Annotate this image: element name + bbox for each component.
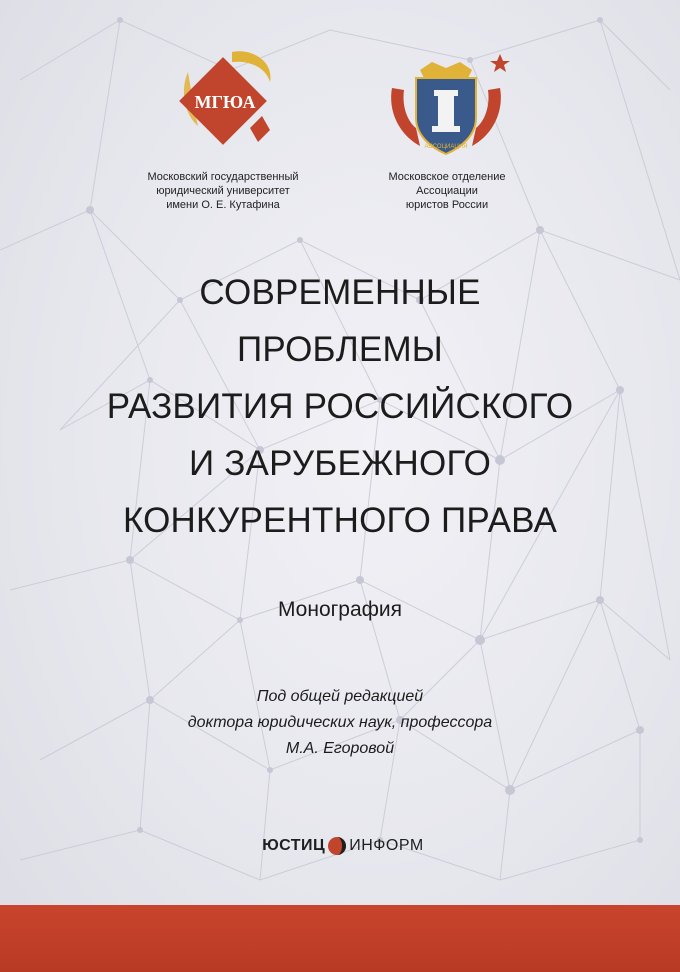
title-line: СОВРЕМЕННЫЕ bbox=[199, 273, 481, 312]
title-line: ПРОБЛЕМЫ bbox=[237, 330, 443, 369]
emblem-text: АССОЦИАЦИЯ bbox=[424, 144, 468, 150]
book-title bbox=[40, 264, 640, 549]
bottom-red-band bbox=[0, 905, 680, 972]
title-line: РАЗВИТИЯ РОССИЙСКОГО bbox=[106, 387, 574, 426]
editor-line: доктора юридических наук, профессора bbox=[187, 714, 493, 731]
editor-credit bbox=[80, 684, 600, 762]
association-name bbox=[352, 170, 542, 212]
university-line: имени О. Е. Кутафина bbox=[166, 199, 280, 211]
university-line: Московский государственный bbox=[147, 171, 299, 183]
editor-line: М.А. Егоровой bbox=[285, 740, 395, 757]
mgua-logo-text: МГЮА bbox=[194, 92, 256, 112]
university-line: юридический университет bbox=[156, 185, 290, 197]
editor-line: Под общей редакцией bbox=[256, 688, 424, 705]
university-name bbox=[118, 170, 328, 212]
association-line: Московское отделение bbox=[388, 171, 506, 183]
association-line: Ассоциации bbox=[416, 185, 478, 197]
book-genre: Монография bbox=[277, 598, 403, 621]
publisher-logo bbox=[238, 832, 448, 860]
association-emblem bbox=[384, 48, 514, 158]
association-line: юристов России bbox=[405, 199, 489, 211]
publisher-name-part1: ЮСТИЦ bbox=[262, 837, 326, 854]
publisher-name-part2: ИНФОРМ bbox=[349, 837, 424, 854]
title-line: КОНКУРЕНТНОГО ПРАВА bbox=[122, 501, 558, 540]
publisher-circle-icon bbox=[327, 836, 347, 856]
mgua-logo bbox=[170, 48, 280, 158]
star-icon bbox=[490, 54, 510, 72]
title-line: И ЗАРУБЕЖНОГО bbox=[188, 444, 492, 483]
